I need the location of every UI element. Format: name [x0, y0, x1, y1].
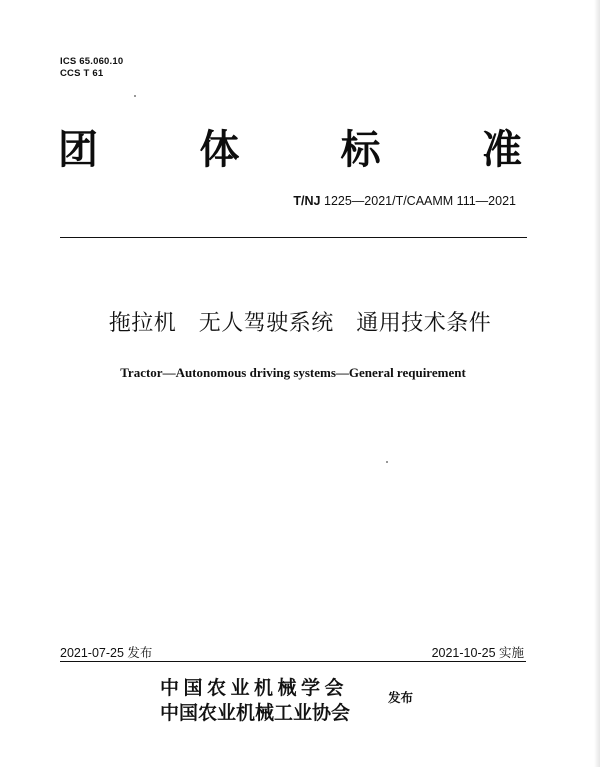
- title-char: 准: [481, 127, 522, 173]
- scan-speck: [386, 461, 388, 463]
- page-edge-shadow: [594, 0, 600, 767]
- publisher-1: 中国农业机械学会: [160, 677, 349, 699]
- publisher-organizations: [160, 676, 350, 726]
- standard-number: [293, 193, 516, 209]
- standard-number-rest: 1225—2021/T/CAAMM 111—2021: [320, 194, 516, 208]
- chinese-title: 拖拉机 无人驾驶系统 通用技术条件: [108, 311, 492, 336]
- ics-code: ICS 65.060.10: [60, 56, 124, 67]
- issue-label: 发布: [388, 690, 414, 705]
- ccs-code: CCS T 61: [60, 68, 104, 79]
- implement-date: 2021-10-25 实施: [431, 646, 524, 660]
- publish-date: 2021-07-25 发布: [60, 646, 153, 660]
- english-title: Tractor—Autonomous driving systems—General requirement: [120, 365, 466, 380]
- scan-speck: [134, 95, 136, 97]
- header-divider: [60, 237, 527, 238]
- publisher-2: 中国农业机械工业协会: [160, 702, 351, 724]
- title-char: 标: [340, 127, 381, 173]
- document-type-title: [58, 126, 522, 174]
- standard-number-prefix: T/NJ: [293, 194, 321, 208]
- title-char: 团: [58, 127, 98, 173]
- classification-codes: [60, 56, 123, 80]
- title-char: 体: [199, 127, 240, 173]
- footer-divider: [60, 661, 526, 662]
